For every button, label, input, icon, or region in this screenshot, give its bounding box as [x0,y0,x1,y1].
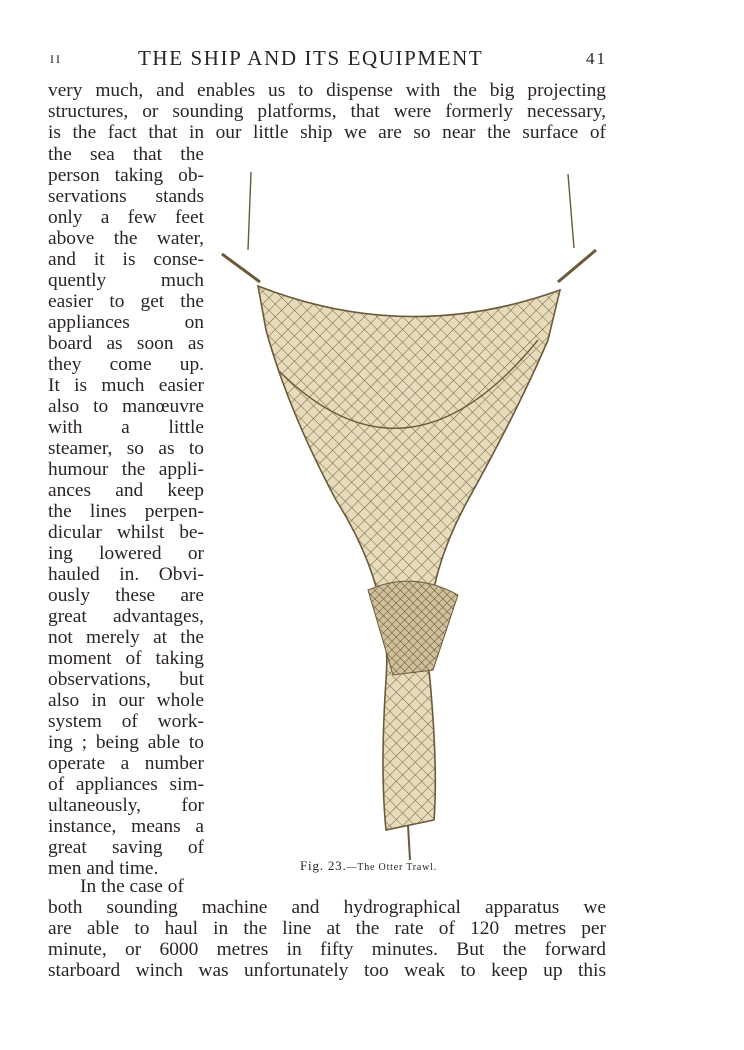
column-text-line: humour the appli- [48,459,204,480]
column-text-line: of appliances sim- [48,774,204,795]
column-text-line: they come up. [48,354,204,375]
text-line: is the fact that in our little ship we are so near the surface of [48,122,606,143]
column-text-line: ously these are [48,585,204,606]
column-text-line: men and time. [48,858,159,879]
text-line: both sounding machine and hydrographical apparatus we [48,897,606,918]
page-number: 41 [586,49,607,68]
column-text-line: and it is conse- [48,249,204,270]
column-text-line: quently much [48,270,204,291]
net-body [258,286,560,830]
column-text-line: dicular whilst be- [48,522,204,543]
column-text-line: great advantages, [48,606,204,627]
column-text-line: the sea that the [48,144,204,165]
column-text-line: appliances on [48,312,204,333]
text-line: starboard winch was unfortunately too weak to keep up this [48,960,606,981]
column-text-line: above the water, [48,228,204,249]
column-text-line: great saving of [48,837,204,858]
figure-caption [300,858,437,874]
column-text-line: person taking ob- [48,165,204,186]
column-text-line: board as soon as [48,333,204,354]
tow-line-left [248,172,251,250]
column-text-line: instance, means a [48,816,204,837]
tow-line-right [568,174,574,248]
text-line: very much, and enables us to dispense with the big projecting [48,80,606,101]
column-text-line: also in our whole [48,690,204,711]
column-text-line: easier to get the [48,291,204,312]
column-text-line: ultaneously, for [48,795,204,816]
column-text-line: ing lowered or [48,543,204,564]
column-text-line: moment of taking [48,648,204,669]
column-text-line: not merely at the [48,627,204,648]
column-text-line: hauled in. Obvi- [48,564,204,585]
column-text-line: servations stands [48,186,204,207]
column-text-line: ances and keep [48,480,204,501]
column-text-line: observations, but [48,669,204,690]
column-text-line: operate a number [48,753,204,774]
column-text-line: with a little [48,417,204,438]
text-line: minute, or 6000 metres in fifty minutes. But the forward [48,939,606,960]
column-text-line: only a few feet [48,207,204,228]
text-line: In the case of [80,876,184,897]
column-text-line: the lines perpen- [48,501,204,522]
column-text-line: system of work- [48,711,204,732]
column-text-line: ing ; being able to [48,732,204,753]
otter-trawl-illustration [218,170,608,860]
column-text-line: also to manœuvre [48,396,204,417]
column-text-line: steamer, so as to [48,438,204,459]
text-line: are able to haul in the line at the rate of 120 metres per [48,918,606,939]
figure-title: —The Otter Trawl. [346,862,438,873]
running-head-title: THE SHIP AND ITS EQUIPMENT [138,46,484,70]
wrapped-text-column [48,144,204,879]
figure-number: Fig. 23. [300,858,347,873]
text-line: structures, or sounding platforms, that were formerly necessary, [48,101,606,122]
column-text-line: It is much easier [48,375,204,396]
chapter-number: II [50,52,62,66]
